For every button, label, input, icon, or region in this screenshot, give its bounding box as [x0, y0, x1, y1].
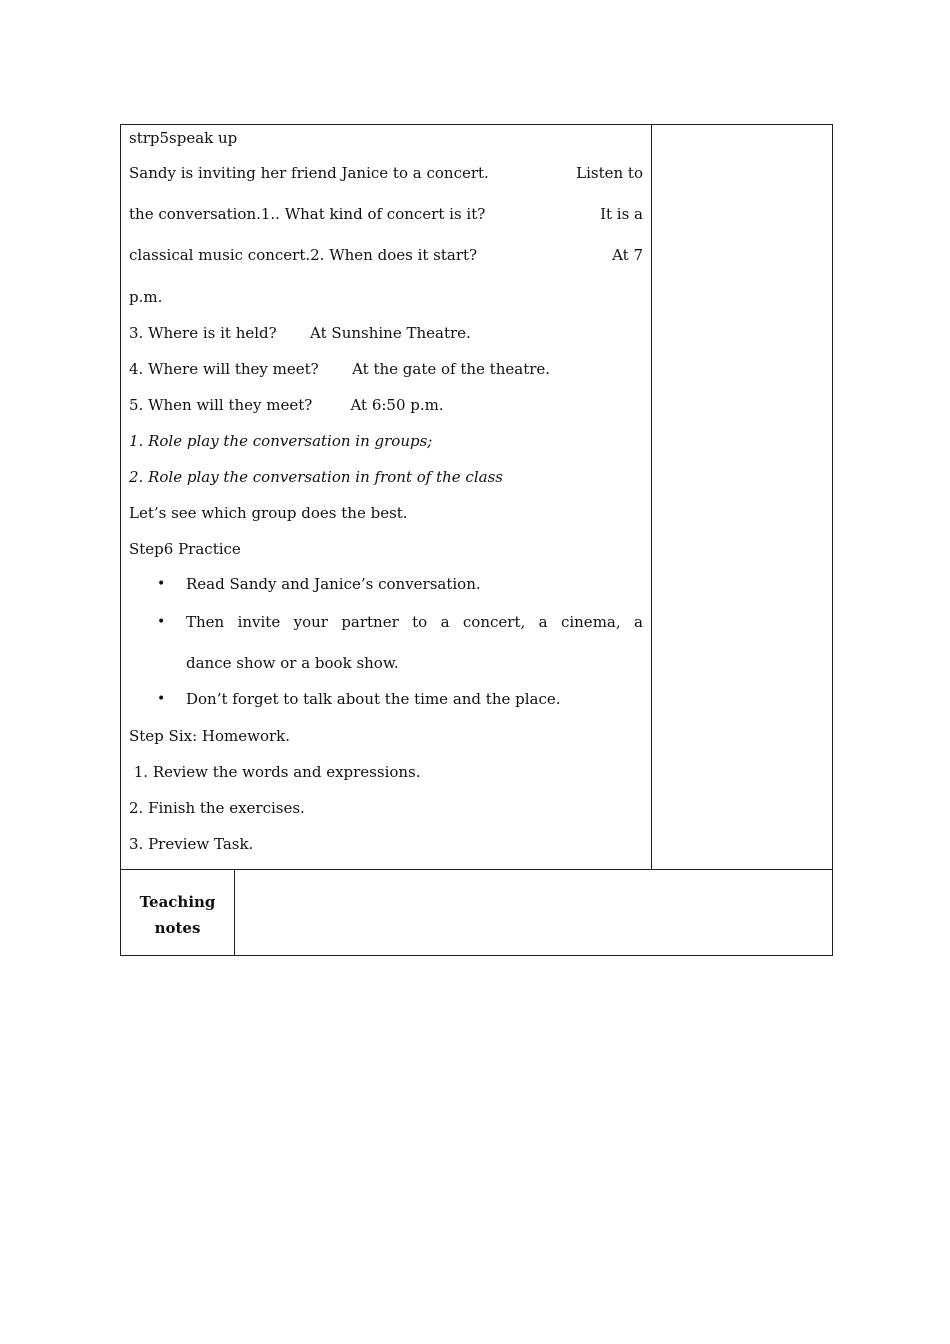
- intro-line-4: p.m.: [129, 288, 163, 306]
- intro-line-3: [129, 246, 643, 264]
- teaching-notes-label: [121, 889, 234, 941]
- practice-word: your: [293, 613, 328, 631]
- intro-line-1: [129, 164, 643, 182]
- practice-word: partner: [341, 613, 399, 631]
- practice-word: a: [538, 613, 548, 631]
- practice-item-2-line-1: [186, 613, 643, 631]
- practice-word: invite: [237, 613, 281, 631]
- practice-item-3: Don’t forget to talk about the time and the place.: [186, 690, 561, 708]
- intro-line-1-left: Sandy is inviting her friend Janice to a concert.: [129, 164, 489, 182]
- homework-item-2: 2. Finish the exercises.: [129, 799, 305, 817]
- practice-word: concert,: [462, 613, 526, 631]
- intro-line-3-right: At 7: [612, 246, 643, 264]
- practice-word: a: [440, 613, 450, 631]
- teaching-notes-label-line-1: Teaching: [139, 893, 216, 911]
- homework-item-1: 1. Review the words and expressions.: [129, 763, 421, 781]
- question-5: 5. When will they meet? At 6:50 p.m.: [129, 396, 444, 414]
- step5-heading: strp5speak up: [129, 129, 238, 147]
- roleplay-2: 2. Role play the conversation in front of the class: [129, 468, 503, 486]
- roleplay-1: 1. Role play the conversation in groups;: [129, 432, 433, 450]
- bullet-icon: •: [157, 576, 166, 592]
- practice-heading: Step6 Practice: [129, 540, 241, 558]
- practice-item-2-line-2: dance show or a book show.: [186, 654, 399, 672]
- question-4: 4. Where will they meet? At the gate of the theatre.: [129, 360, 551, 378]
- intro-line-3-left: classical music concert.2. When does it start?: [129, 246, 478, 264]
- bullet-icon: •: [157, 691, 166, 707]
- intro-line-2-left: the conversation.1.. What kind of concert is it?: [129, 205, 486, 223]
- intro-line-2-right: It is a: [600, 205, 643, 223]
- homework-heading: Step Six: Homework.: [129, 727, 291, 745]
- teaching-notes-content[interactable]: [235, 870, 832, 955]
- practice-word: to: [412, 613, 428, 631]
- column-divider: [651, 124, 652, 869]
- practice-word: cinema,: [560, 613, 621, 631]
- teaching-notes-label-line-2: notes: [154, 919, 201, 937]
- practice-word: Then: [186, 613, 225, 631]
- best-group-line: Let’s see which group does the best.: [129, 504, 408, 522]
- intro-line-1-right: Listen to: [576, 164, 643, 182]
- homework-item-3: 3. Preview Task.: [129, 835, 254, 853]
- practice-item-1: Read Sandy and Janice’s conversation.: [186, 575, 481, 593]
- intro-line-2: [129, 205, 643, 223]
- practice-word: a: [634, 613, 643, 631]
- bullet-icon: •: [157, 614, 166, 630]
- question-3: 3. Where is it held? At Sunshine Theatre.: [129, 324, 471, 342]
- lesson-table-cell: [120, 124, 833, 869]
